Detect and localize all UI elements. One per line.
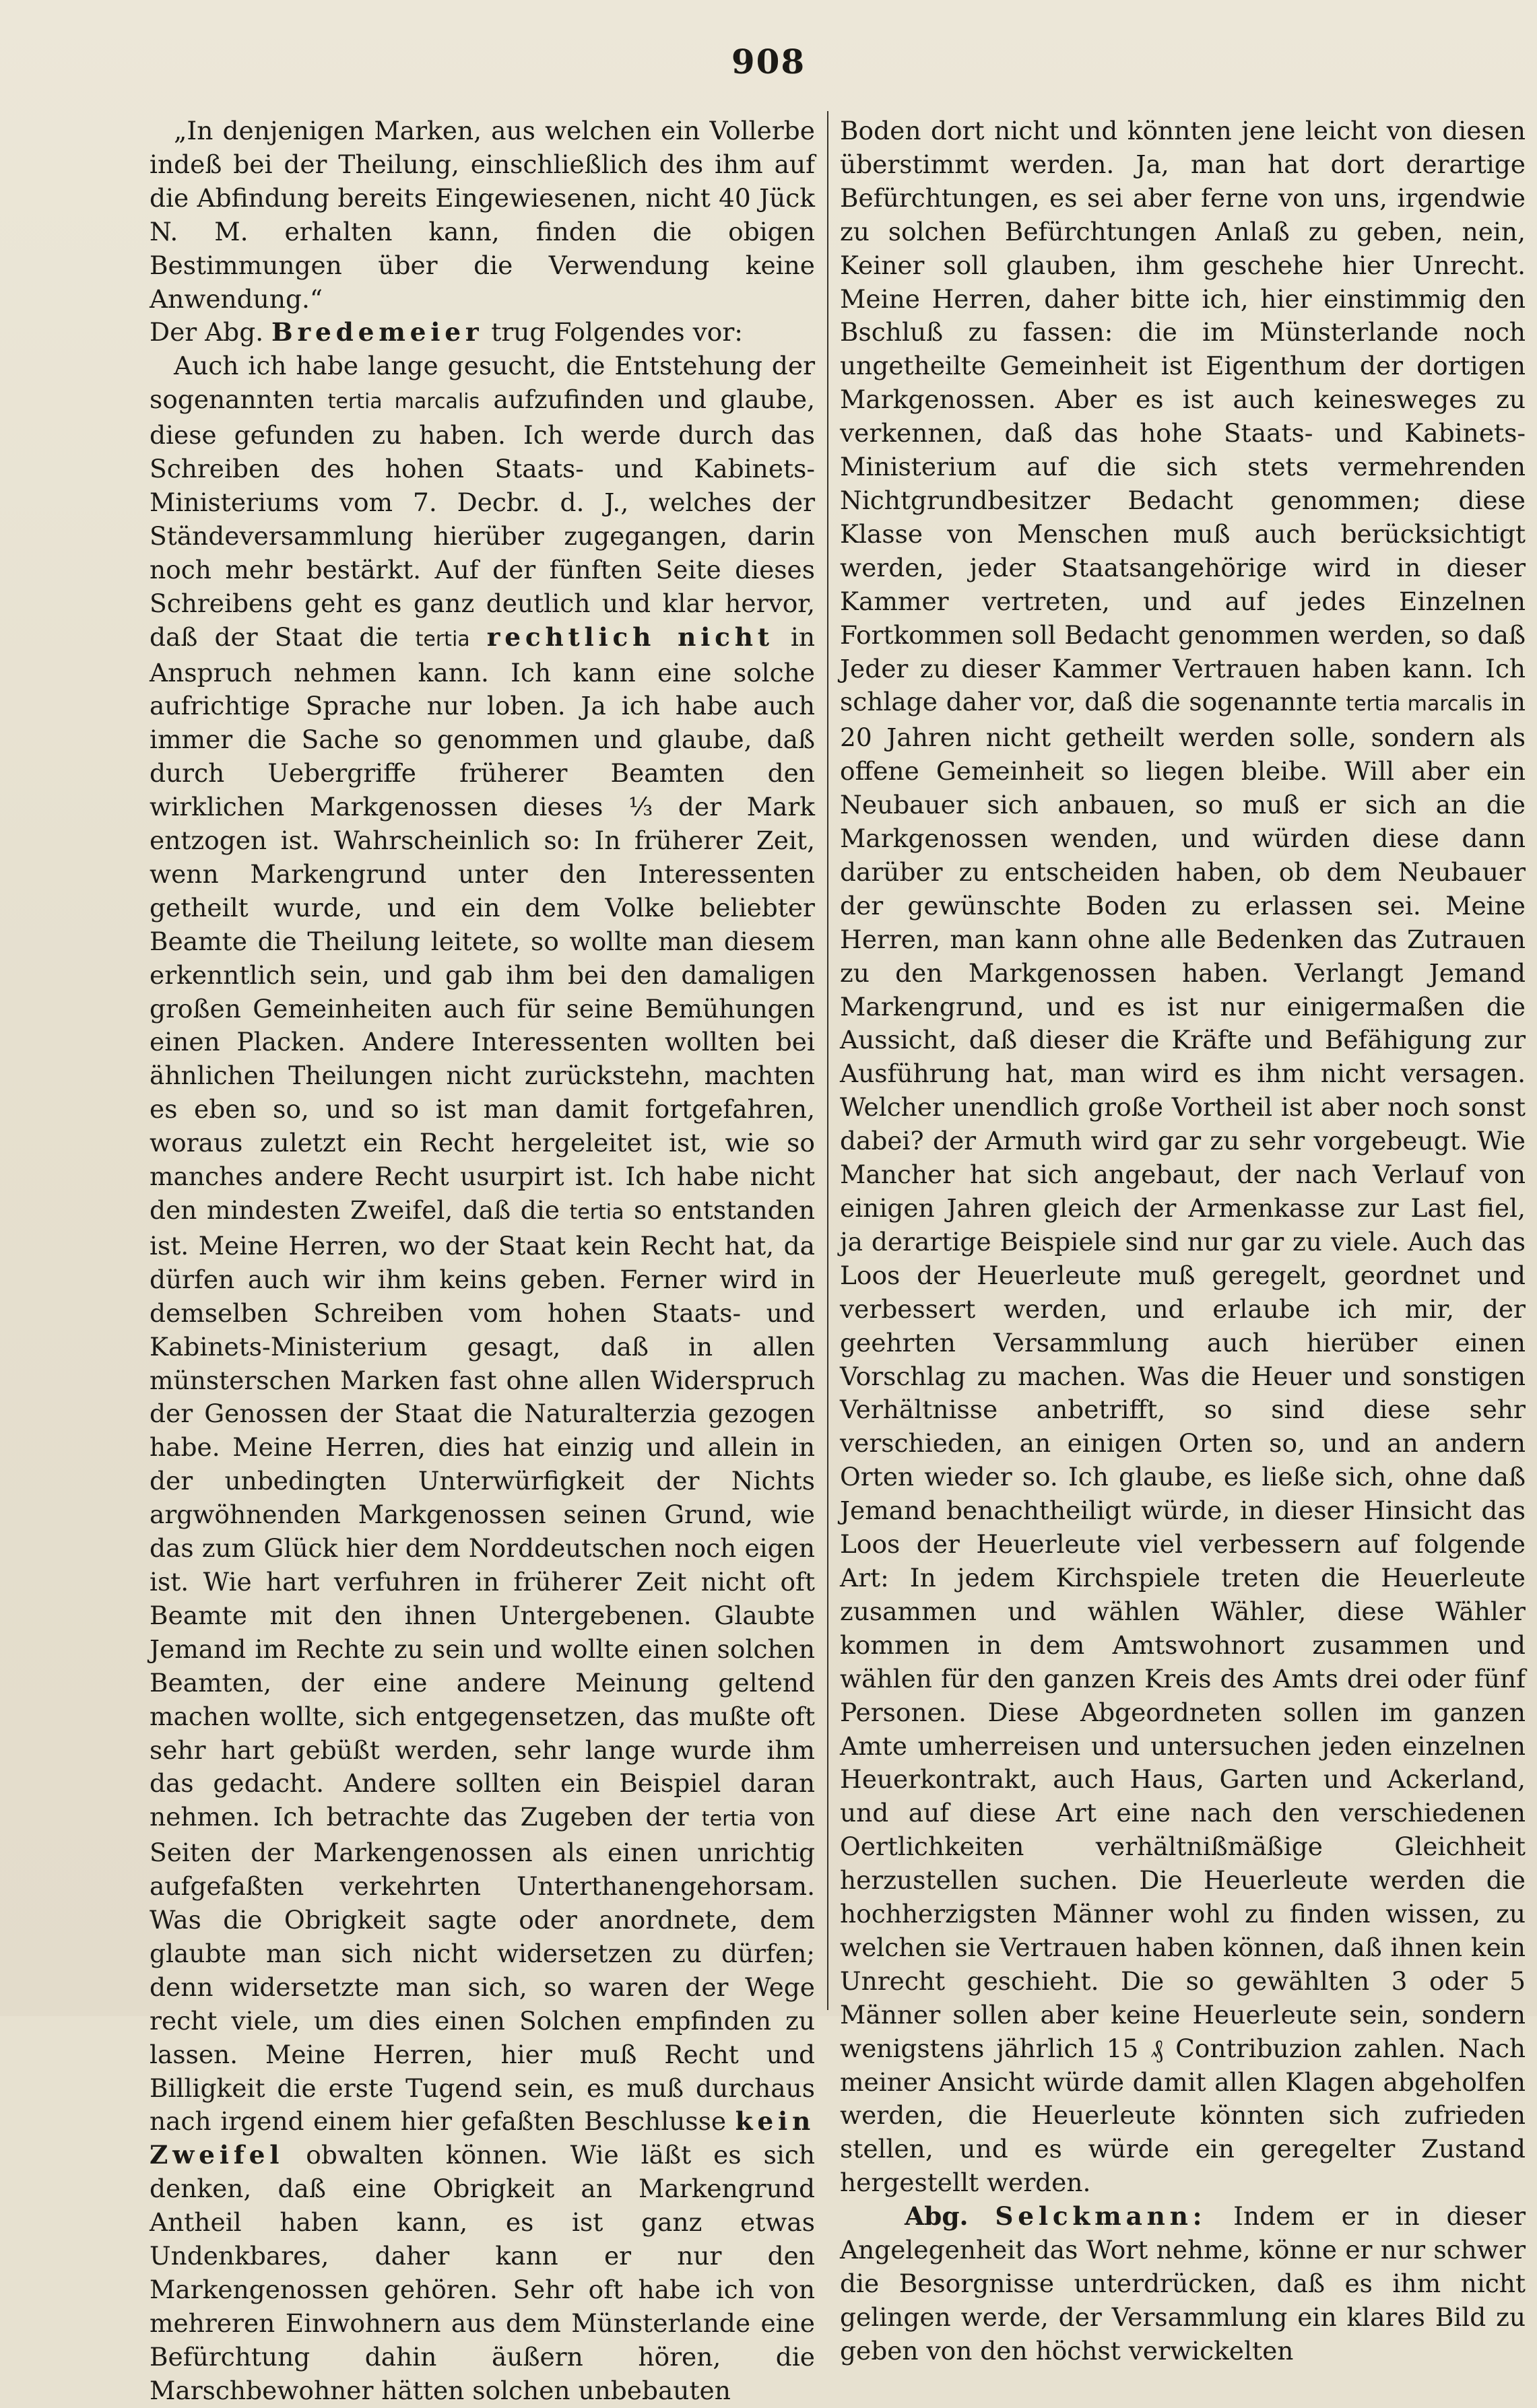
speaker-intro-pre: Der Abg. [150,317,264,347]
speaker-intro-pre: Abg. [905,2201,969,2232]
right-column [840,114,1526,2368]
page-number: 908 [731,42,806,81]
left-column [150,114,815,2408]
speech-text-f: obwalten können. Wie läßt es sich denken, daß eine Obrigkeit an Markengrund Antheil haben kann, es ist ganz etwas Undenkbares, daher kann er nur den Markengenossen gehören. Sehr oft habe ich von mehreren Einwohnern aus dem Münsterlande eine Befürchtung dahin äußern hören, die Marschbewohner hätten solchen unbebauten [150,2140,816,2405]
speech-text-c: in Anspruch nehmen kann. Ich kann eine solche aufrichtige Sprache nur loben. Ja ich habe auch immer die Sache so genommen und glaube, daß durch Uebergriffe früherer Beamten den wirklichen Markgenossen dieses ⅓ der Mark entzogen ist. Wahrscheinlich so: In früherer Zeit, wenn Markengrund unter den Interessenten getheilt wurde, und ein dem Volke beliebter Beamte die Theilung leitete, so wollte man diesem erkenntlich sein, und gab ihm bei den damaligen großen Gemeinheiten auch für seine Bemühungen einen Placken. Andere Interessenten wollten bei ähnlichen Theilungen nicht zurückstehn, machten es eben so, und so ist man damit fortgefahren, woraus zuletzt ein Recht hergeleitet ist, wie so manches andere Recht usurpirt ist. Ich habe nicht den mindesten Zweifel, daß die [150,622,816,1225]
speech-text-e: von Seiten der Markengenossen als einen unrichtig aufgefaßten verkehrten Unterthanengehorsam. Was die Obrigkeit sagte oder anordnete, dem glaubte man sich nicht widersetzen zu dürfen; denn widersetzte man sich, so waren der Wege recht viele, um dies einen Solchen empfinden zu lassen. Meine Herren, hier muß Recht und Billigkeit die erste Tugend sein, es muß durchaus nach irgend einem hier gefaßten Beschlusse [150,1802,815,2137]
latin-term-tertia-marcalis: tertia marcalis [327,390,480,414]
emphasized-text: kein Zweifel [150,2106,816,2170]
latin-term-tertia: tertia [701,1807,756,1832]
speech-text-b: aufzufinden und glaube, diese gefunden zu haben. Ich werde durch das Schreiben des hohen Staats- und Kabinets-Ministeriums vom 7. Decbr. d. J., welches der Ständeversammlung hierüber zugegangen, darin noch mehr bestärkt. Auf der fünften Seite dieses Schreibens geht es ganz deutlich und klar hervor, daß der Staat die [150,384,816,652]
column-divider [827,111,828,2010]
latin-term-tertia-marcalis: tertia marcalis [1346,692,1493,716]
speech-continuation-paragraph [840,114,1526,2200]
speaker-name-bredemeier: Bredemeier [271,317,484,347]
speech-text-a: Auch ich habe lange gesucht, die Entstehung der sogenannten [150,351,815,415]
speaker-intro-post: trug Folgendes vor: [491,317,743,347]
speech-paragraph-selckmann [840,2200,1526,2368]
speaker-name-selckmann: Selckmann: [995,2201,1207,2232]
speaker-intro-bredemeier [150,316,815,349]
speech-paragraph-bredemeier [150,349,815,2407]
speech-text-b: in 20 Jahren nicht getheilt werden solle, sondern als offene Gemeinheit so liegen bleibe. Will aber ein Neubauer sich anbauen, so muß er sich an die Markgenossen wenden, und würden diese dann darüber zu entscheiden haben, ob dem Neubauer der gewünschte Boden zu erlassen sei. Meine Herren, man kann ohne alle Bedenken das Zutrauen zu den Markgenossen haben. Verlangt Jemand Markengrund, und es ist nur einigermaßen die Aussicht, daß dieser die Kräfte und Befähigung zur Ausführung hat, man wird es ihm nicht versagen. Welcher unendlich große Vortheil ist aber noch sonst dabei? der Armuth wird gar zu sehr vorgebeugt. Wie Mancher hat sich angebaut, der nach Verlauf von einigen Jahren gleich der Armenkasse zur Last fiel, ja derartige Beispiele sind nur gar zu viele. Auch das Loos der Heuerleute muß geregelt, geordnet und verbessert werden, und erlaube ich mir, der geehrten Versammlung auch hierüber einen Vorschlag zu machen. Was die Heuer und sonstigen Verhältnisse anbetrifft, so sind diese sehr verschieden, an einigen Orten so, und an andern Orten wieder so. Ich glaube, es ließe sich, ohne daß Jemand benachtheiligt würde, in dieser Hinsicht das Loos der Heuerleute viel verbessern auf folgende Art: In jedem Kirchspiele treten die Heuerleute zusammen und wählen Wähler, diese Wähler kommen in dem Amtswohnort zusammen und wählen für den ganzen Kreis des Amts drei oder fünf Personen. Diese Abgeordneten sollen im ganzen Amte umherreisen und untersuchen jeden einzelnen Heuerkontrakt, auch Haus, Garten und Ackerland, und auf diese Art eine nach den verschiedenen Oertlichkeiten verhältnißmäßige Gleichheit herzustellen suchen. Die Heuerleute werden die hochherzigsten Männer wohl zu finden wissen, zu welchen sie Vertrauen haben können, daß ihnen kein Unrecht geschieht. Die so gewählten 3 oder 5 Männer sollen aber keine Heuerleute sein, sondern wenigstens jährlich 15 ₰ Contribuzion zahlen. Nach meiner Ansicht würde damit allen Klagen abgeholfen werden, die Heuerleute könnten sich zufrieden stellen, und es würde ein geregelter Zustand hergestellt werden. [840,687,1526,2198]
quoted-paragraph: „In denjenigen Marken, aus welchen ein Vollerbe indeß bei der Theilung, einschließlich des ihm auf die Abfindung bereits Eingewiesenen, nicht 40 Jück N. M. erhalten kann, finden die obigen Bestimmungen über die Verwendung keine Anwendung.“ [150,116,815,314]
emphasized-text: rechtlich nicht [486,622,774,652]
latin-term-tertia: tertia [415,627,470,651]
latin-term-tertia: tertia [569,1201,624,1224]
speech-text-d: so entstanden ist. Meine Herren, wo der Staat kein Recht hat, da dürfen auch wir ihm keins geben. Ferner wird in demselben Schreiben vom hohen Staats- und Kabinets-Ministerium gesagt, daß in allen münsterschen Marken fast ohne allen Widerspruch der Genossen der Staat die Naturalterzia gezogen habe. Meine Herren, dies hat einzig und allein in der unbedingten Unterwürfigkeit der Nichts argwöhnenden Markgenossen seinen Grund, wie das zum Glück hier dem Norddeutschen noch eigen ist. Wie hart verfuhren in früherer Zeit nicht oft Beamte mit den ihnen Untergebenen. Glaubte Jemand im Rechte zu sein und wollte einen solchen Beamten, der eine andere Meinung geltend machen wollte, sich entgegensetzen, das mußte oft sehr hart gebüßt werden, sehr lange wurde ihm das gedacht. Andere sollten ein Beispiel daran nehmen. Ich betrachte das Zugeben der [150,1195,815,1832]
speech-text: Indem er in dieser Angelegenheit das Wort nehme, könne er nur schwer die Besorgnisse unterdrücken, daß es ihm nicht gelingen werde, der Versammlung ein klares Bild zu geben von den höchst verwickelten [840,2201,1526,2366]
speech-text-a: Boden dort nicht und könnten jene leicht von diesen überstimmt werden. Ja, man hat dort derartige Befürchtungen, es sei aber ferne von uns, irgendwie zu solchen Befürchtungen Anlaß zu geben, nein, Keiner soll glauben, ihm geschehe hier Unrecht. Meine Herren, daher bitte ich, hier einstimmig den Bschluß zu fassen: die im Münsterlande noch ungetheilte Gemeinheit ist Eigenthum der dortigen Markgenossen. Aber es ist auch keinesweges zu verkennen, daß das hohe Staats- und Kabinets-Ministerium auf die sich stets vermehrenden Nichtgrundbesitzer Bedacht genommen; diese Klasse von Menschen muß auch berücksichtigt werden, jeder Staatsangehörige wird in dieser Kammer vertreten, und auf jedes Einzelnen Fortkommen soll Bedacht genommen werden, so daß Jeder zu dieser Kammer Vertrauen haben kann. Ich schlage daher vor, daß die sogenannte [840,116,1526,717]
